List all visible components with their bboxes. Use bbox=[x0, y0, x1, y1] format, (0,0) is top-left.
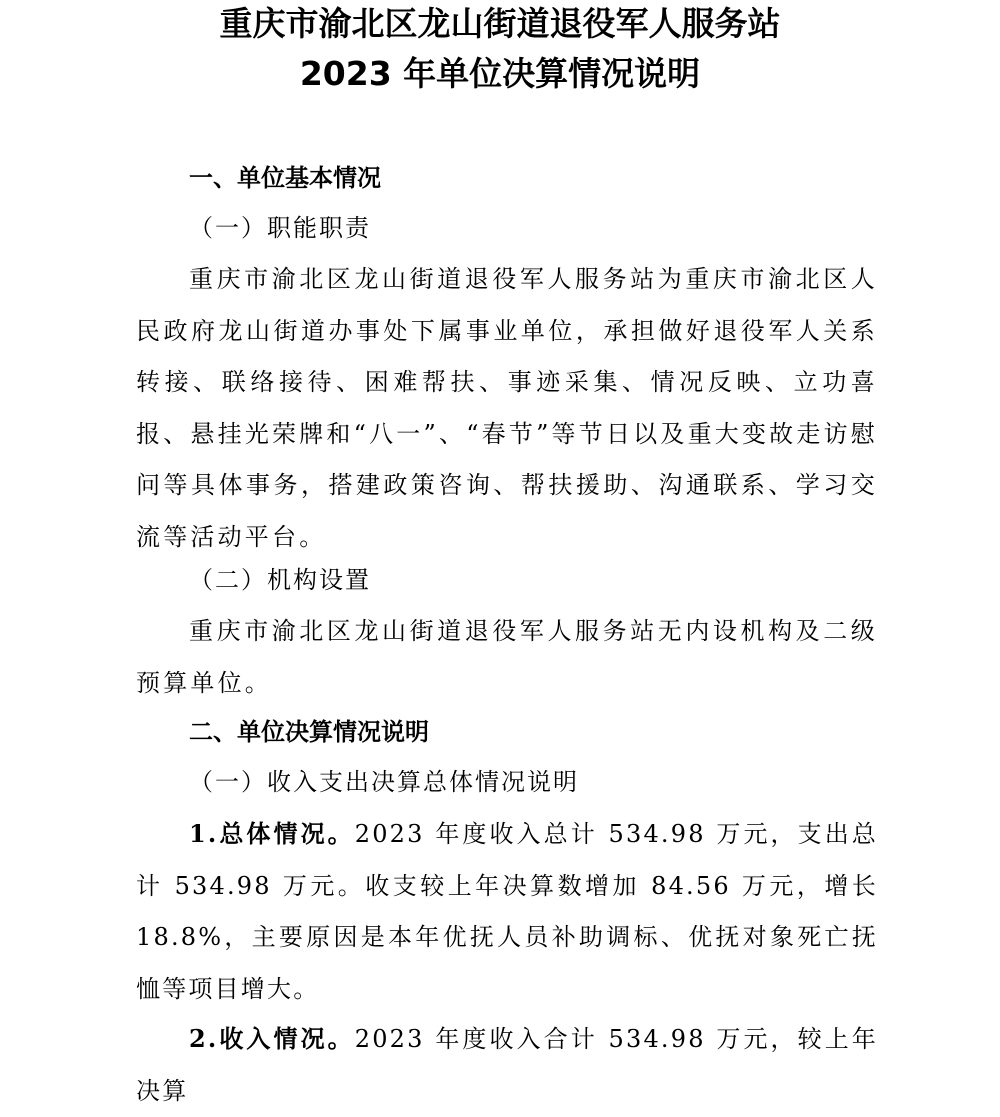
section-1-sub-2-heading: （二）机构设置 bbox=[189, 566, 371, 594]
section-2-item-1-body: 2023 年度收入总计 534.98 万元，支出总计 534.98 万元。收支较上年决算数增加 84.56 万元，增长 18.8%，主要原因是本年优抚人员补助调标、优抚对象死亡抚恤等项目增大。 bbox=[136, 820, 878, 1003]
section-2-sub-1-heading: （一）收入支出决算总体情况说明 bbox=[189, 768, 579, 796]
section-1-sub-1-body: 重庆市渝北区龙山街道退役军人服务站为重庆市渝北区人民政府龙山街道办事处下属事业单位，承担做好退役军人关系转接、联络接待、困难帮扶、事迹采集、情况反映、立功喜报、悬挂光荣牌和“八一”、“春节”等节日以及重大变故走访慰问等具体事务，搭建政策咨询、帮扶援助、沟通联系、学习交流等活动平台。 bbox=[136, 265, 878, 551]
document-title-line-1: 重庆市渝北区龙山街道退役军人服务站 bbox=[219, 4, 781, 43]
section-2-item-2-body: 2023 年度收入合计 534.98 万元，较上年决算 bbox=[136, 1025, 878, 1105]
section-1-sub-1-heading: （一）职能职责 bbox=[189, 214, 371, 242]
section-2-heading: 二、单位决算情况说明 bbox=[189, 718, 429, 746]
section-1-sub-2-body: 重庆市渝北区龙山街道退役军人服务站无内设机构及二级预算单位。 bbox=[136, 617, 878, 697]
section-2-item-2-lead: 2.收入情况。 bbox=[189, 1024, 355, 1053]
section-2-item-1-paragraph bbox=[136, 808, 878, 1015]
section-2-item-2-paragraph bbox=[136, 1013, 878, 1117]
section-2-item-1-lead: 1.总体情况。 bbox=[189, 819, 355, 848]
document-title-line-2: 2023 年单位决算情况说明 bbox=[299, 54, 701, 93]
section-1-heading: 一、单位基本情况 bbox=[189, 164, 381, 192]
